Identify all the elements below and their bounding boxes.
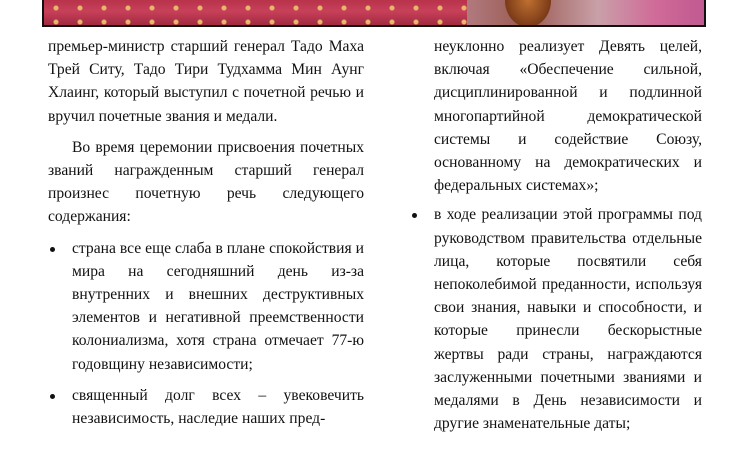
list-item-text: в ходе реализации этой программы под руководством правительства отдельные лица, которые посвятили себя непоколебимой преданности, используя свои знания, навыки и способности, и которые принесли бескорыстные жертвы ради страны, награждаются заслуженными почетными званиями и медалями в День независимости и другие знаменательные даты; — [434, 206, 702, 433]
list-item-continuation: неуклонно реализует Девять целей, включая «Обеспечение сильной, дисциплинированной и подлинной многопартийной демократической системы и содействие Союзу, основанному на демократических и федеральных системах»; — [434, 38, 702, 195]
list-item — [48, 384, 364, 430]
speech-points-list — [48, 237, 364, 431]
bullet-icon — [50, 394, 55, 399]
left-text-column — [48, 35, 364, 430]
bullet-icon — [412, 213, 417, 218]
speech-points-list-continued — [410, 203, 702, 435]
list-item — [410, 203, 702, 435]
speaker-figure — [505, 0, 551, 27]
bullet-icon — [50, 247, 55, 252]
list-item-text: страна все еще слаба в плане спокойствия и мира на сегодняшний день из-за внутренних и внешних деструктивных элементов и негативной преемственности колониализма, хотя страна отмечает 77-ю годовщину независимости; — [72, 239, 364, 373]
list-item-text: священный долг всех – увековечить независимость, наследие наших пред- — [72, 386, 364, 428]
list-item — [48, 237, 364, 376]
right-text-column — [410, 35, 702, 435]
ceremony-speaker-photo — [467, 0, 704, 25]
paragraph-continuation: премьер-министр старший генерал Тадо Маха Трей Ситу, Тадо Тири Тудхамма Мин Аунг Хлаинг, который выступил с почетной речью и вручил почетные звания и медали. — [48, 38, 364, 125]
header-photo-strip — [42, 0, 706, 27]
ceremony-hall-photo — [44, 0, 467, 25]
paragraph-ceremony-speech: Во время церемонии присвоения почетных званий награжденным старший генерал произнес почетную речь следующего содержания: — [48, 138, 364, 226]
